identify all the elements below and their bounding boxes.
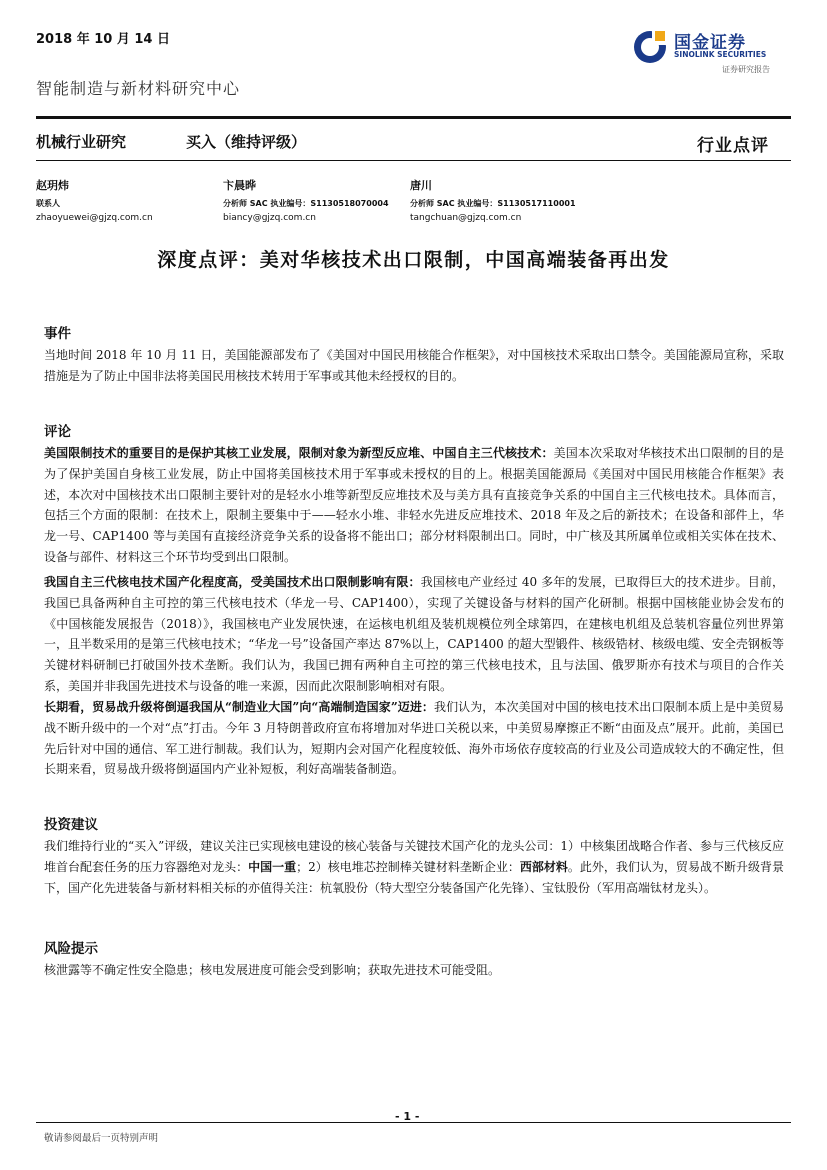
footer-disclaimer: 敬请参阅最后一页特别声明 — [44, 1133, 159, 1144]
risk-paragraph: 核泄露等不确定性安全隐患；核电发展进度可能会受到影响；获取先进技术可能受阻。 — [44, 963, 501, 977]
author-block — [36, 177, 153, 223]
advice-stock-1: 中国一重 — [248, 859, 297, 874]
event-paragraph: 当地时间 2018 年 10 月 11 日，美国能源部发布了《美国对中国民用核能合作框架》，对中国核技术采取出口禁令。美国能源局宣称，采取措施是为了防止中国非法将美国民用核技术转用于军事或其他未经授权的目的。 — [44, 348, 784, 383]
advice-paragraph — [44, 836, 784, 898]
author-role: 联系人 — [36, 199, 60, 208]
industry-label: 机械行业研究 — [36, 133, 127, 151]
author-email: biancy@gjzq.com.cn — [223, 213, 316, 223]
advice-text-1: 我们维持行业的“买入”评级，建议关注已实现核电建设的核心装备与关键技术国产化的龙头公司：1）中核集团战略合作者、参与三代核反应堆首台配套任务的压力容器绝对龙头： — [44, 839, 784, 874]
advice-text-2: ；2）核电堆芯控制棒关键材料垄断企业： — [296, 859, 520, 874]
advice-stock-2: 西部材料 — [519, 859, 568, 874]
comment-paragraph-2 — [44, 572, 784, 697]
author-name: 赵玥炜 — [36, 179, 69, 192]
author-cert: 分析师 SAC 执业编号：S1130517110001 — [410, 199, 576, 208]
doc-type: 行业点评 — [697, 136, 769, 156]
comment-paragraph-1-lead: 美国限制技术的重要目的是保护其核工业发展，限制对象为新型反应堆、中国自主三代核技术： — [44, 446, 554, 460]
logo-english-name: SINOLINK SECURITIES — [674, 50, 767, 59]
author-email: tangchuan@gjzq.com.cn — [410, 213, 522, 223]
report-title: 深度点评：美对华核技术出口限制，中国高端装备再出发 — [157, 249, 670, 271]
report-date: 2018 年 10 月 14 日 — [36, 32, 170, 47]
comment-paragraph-3 — [44, 697, 784, 780]
section-heading-comment: 评论 — [44, 424, 71, 440]
author-block — [410, 177, 576, 223]
header-divider — [36, 116, 791, 119]
logo-subtitle: 证券研究报告 — [722, 65, 770, 74]
advice-text-3: 。此外，我们认为，贸易战不断升级背景下，国产化先进装备与新材料相关标的亦值得关注：杭氧股份（特大型空分装备国产化先锋）、宝钛股份（军用高端钛材龙头）。 — [44, 859, 784, 895]
research-center: 智能制造与新材料研究中心 — [36, 79, 241, 98]
author-name: 唐川 — [410, 179, 432, 192]
comment-paragraph-1 — [44, 443, 784, 568]
author-name: 卞晨晔 — [223, 179, 256, 192]
comment-paragraph-3-lead: 长期看，贸易战升级将倒逼我国从“制造业大国”向“高端制造国家”迈进： — [44, 700, 435, 714]
rating-label: 买入（维持评级） — [186, 133, 307, 151]
logo-company-name: 国金证券 — [674, 33, 746, 53]
comment-paragraph-2-body: 我国核电产业经过 40 多年的发展，已取得巨大的技术进步。目前，我国已具备两种自主可控的第三代核电技术（华龙一号、CAP1400），实现了关键设备与材料的国产化研制。根据中国核能业协会发布的《中国核能发展报告（2018）》，我国核电产业发展快速，在运核电机组及装机规模位列全球第四，在建核电机组及总装机容量位列世界第一，且半数采用的是第三代核电技术；“华龙一号”设备国产率达 87%以上，CAP1400 的超大型锻件、核级锆材、核级电缆、安全壳钢板等关键材料研制已打破国外技术垄断。我们认为，我国已拥有两种自主可控的第三代核电技术，且与法国、俄罗斯亦有技术与项目的合作关系，美国并非我国先进技术与设备的唯一来源，因而此次限制影响相对有限。 — [44, 575, 784, 693]
section-heading-event: 事件 — [44, 326, 71, 342]
section-heading-advice: 投资建议 — [44, 817, 98, 833]
comment-paragraph-1-body: 美国本次采取对华核技术出口限制的目的是为了保护美国自身核工业发展，防止中国将美国核技术用于军事或未授权的目的上。根据美国能源局《美国对中国民用核能合作框架》表述，本次对中国核技术出口限制主要针对的是轻水小堆等新型反应堆技术及与美方具有直接竞争关系的中国自主三代核电技术。具体而言，包括三个方面的限制：在技术上，限制主要集中于——轻水小堆、非轻水先进反应堆技术、2018 年及之后的新技术；在设备和部件上，华龙一号、CAP1400 等与美国有直接经济竞争关系的设备将不能出口；部分材料限制出口。同时，中广核及其所属单位或相关实体在技术、设备与部件、材料这三个环节均受到出口限制。 — [44, 446, 784, 564]
comment-paragraph-3-body: 我们认为，本次美国对中国的核电技术出口限制本质上是中美贸易战不断升级中的一个对“点”打击。今年 3 月特朗普政府宣布将增加对华进口关税以来，中美贸易摩擦正不断“由面及点”展开。此前，美国已先后针对中国的通信、军工进行制裁。我们认为，短期内会对国产化程度较低、海外市场依存度较高的行业及公司造成较大的不确定性，但长期来看，贸易战升级将倒逼国内产业补短板，利好高端装备制造。 — [44, 700, 784, 777]
comment-paragraph-2-lead: 我国自主三代核电技术国产化程度高，受美国技术出口限制影响有限： — [44, 575, 421, 589]
header-divider-bottom — [36, 160, 791, 161]
author-block — [223, 177, 389, 223]
page-number: - 1 - — [395, 1110, 420, 1123]
author-cert: 分析师 SAC 执业编号：S1130518070004 — [223, 199, 389, 208]
author-email: zhaoyuewei@gjzq.com.cn — [36, 213, 153, 223]
section-heading-risk: 风险提示 — [44, 941, 98, 957]
